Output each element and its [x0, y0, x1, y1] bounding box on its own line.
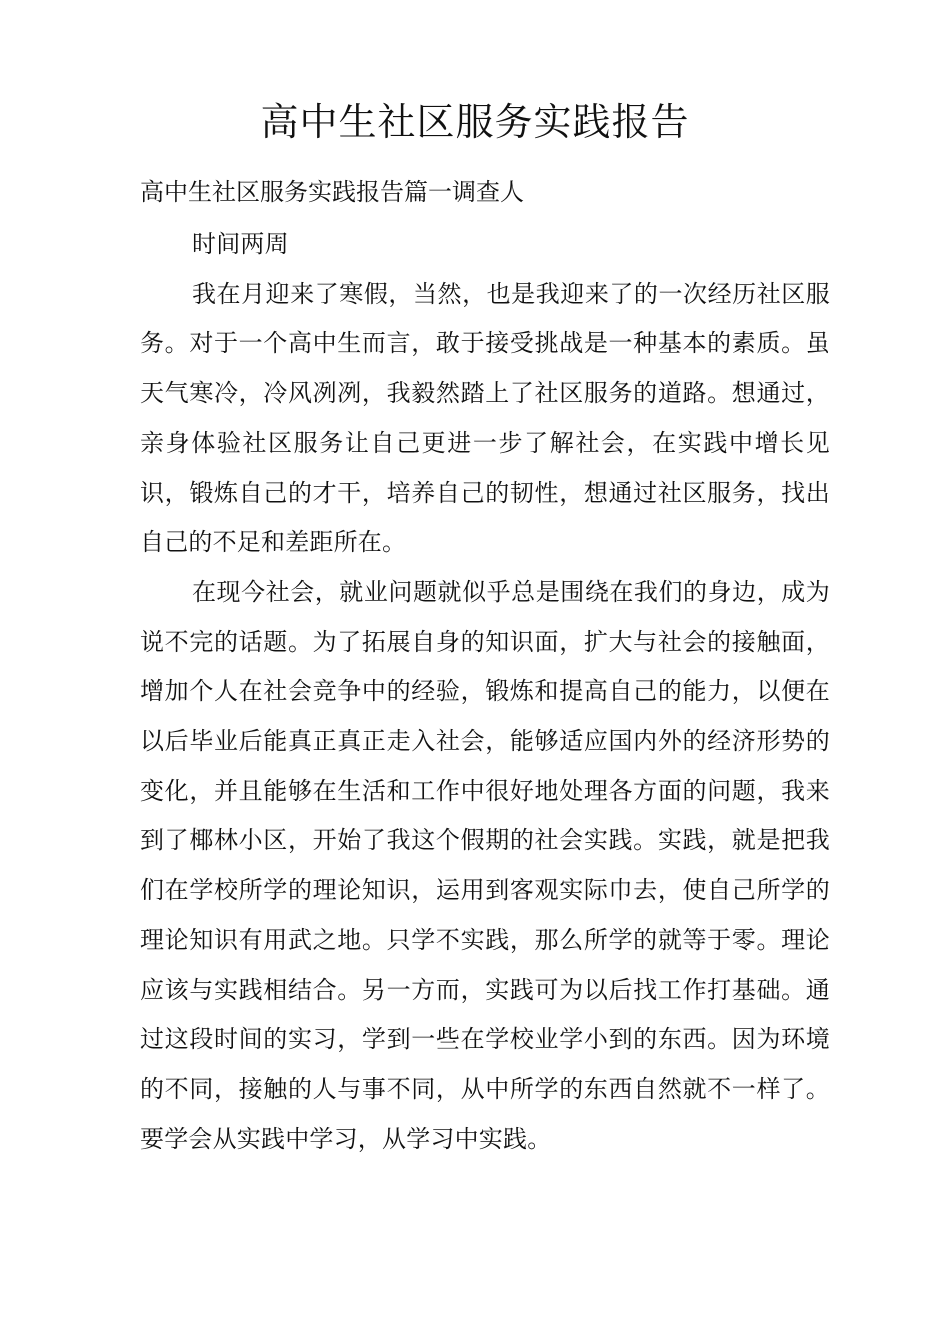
paragraph-practice: 在现今社会，就业问题就似乎总是围绕在我们的身边，成为说不完的话题。为了拓展自身的知识面，扩大与社会的接触面，增加个人在社会竞争中的经验，锻炼和提高自己的能力，以便在以后毕业后能真正真正走入社会，能够适应国内外的经济形势的变化，并且能够在生活和工作中很好地处理各方面的问题，我来到了椰林小区，开始了我这个假期的社会实践。实践，就是把我们在学校所学的理论知识，运用到客观实际巾去，使自己所学的理论知识有用武之地。只学不实践，那么所学的就等于零。理论应该与实践相结合。另一方而，实践可为以后找工作打基础。通过这段时间的实习，学到一些在学校业学小到的东西。因为环境的不同，接触的人与事不同，从中所学的东西自然就不一样了。要学会从实践中学习，从学习中实践。: [140, 577, 830, 1153]
document-subtitle: 高中生社区服务实践报告篇一调查人: [140, 178, 524, 206]
paragraph-duration: 时间两周: [192, 230, 289, 258]
document-body: [140, 220, 830, 1164]
document-title: 高中生社区服务实践报告: [260, 100, 690, 144]
paragraph-intro: 我在月迎来了寒假，当然，也是我迎来了的一次经历社区服务。对于一个高中生而言，敢于接受挑战是一种基本的素质。虽天气寒冷，冷风冽冽，我毅然踏上了社区服务的道路。想通过，亲身体验社区服务让自己更进一步了解社会，在实践中增长见识，锻炼自己的才干，培养自己的韧性，想通过社区服务，找出自己的不足和差距所在。: [140, 279, 830, 557]
